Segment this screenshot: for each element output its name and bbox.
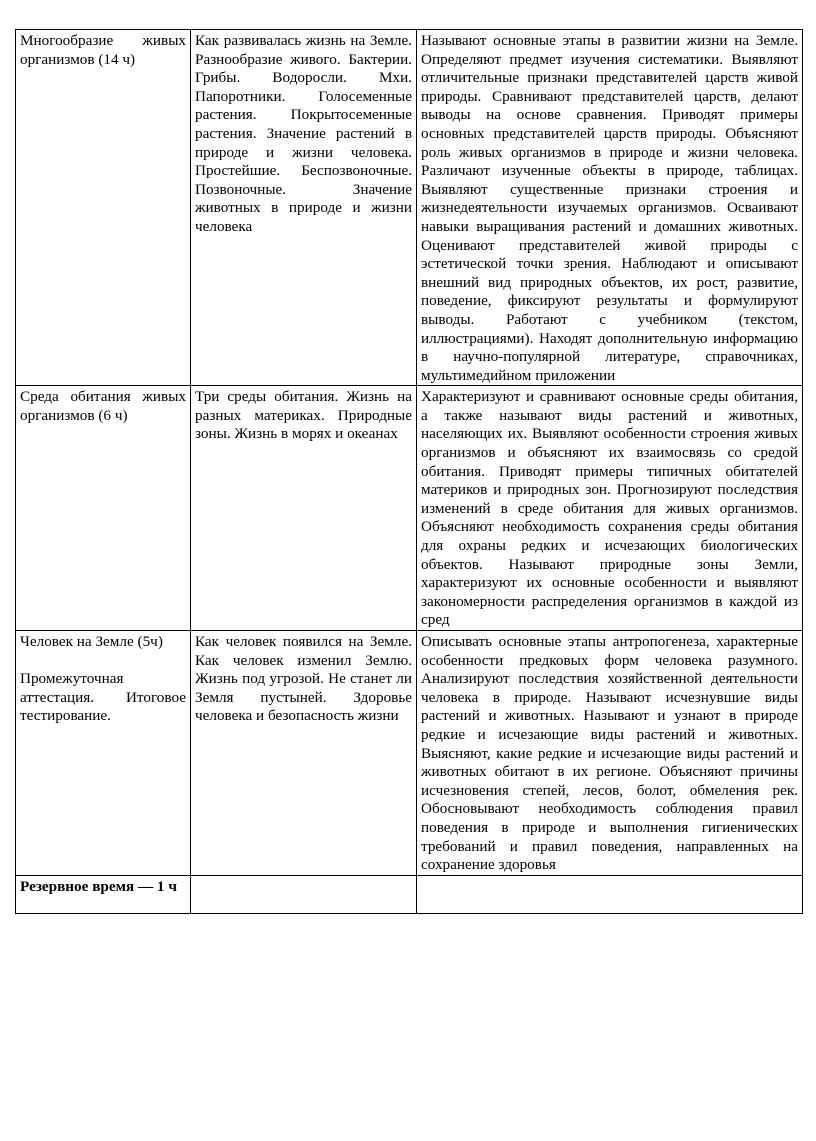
content-text: Три среды обитания. Жизнь на разных материках. Природные зоны. Жизнь в морях и океанах: [195, 388, 412, 443]
curriculum-table: [15, 29, 803, 914]
content-cell: [191, 631, 417, 876]
section-cell: [16, 875, 191, 913]
content-cell: [191, 875, 417, 913]
activities-text: Описывать основные этапы антропогенеза, характерные особенности предковых форм человека разумного. Анализируют последствия хозяйственной деятельности человека в природе. Называют исчезнувшие виды растений и животных. Называют и узнают в природе редкие и исчезающие виды растений и животных. Выясняют, какие редкие и исчезающие виды растений и животных обитают в их регионе. Объясняют причины исчезновения степей, лесов, болот, обмеления рек. Обосновывают необходимость соблюдения правил поведения в природе и выполнения гигиенических требований и правил поведения, направленных на сохранение здоровья: [421, 633, 798, 874]
section-note: Промежуточная аттестация. Итоговое тестирование.: [20, 670, 186, 725]
section-title: Многообразие живых организмов (14 ч): [20, 32, 186, 68]
section-cell: [16, 631, 191, 876]
activities-text: Называют основные этапы в развитии жизни на Земле. Определяют предмет изучения систематики. Выявляют отличительные признаки представителей царств живой природы. Сравнивают представителей царств, делают выводы на основе сравнения. Приводят примеры основных представителей царств природы. Объясняют роль живых организмов в природе и жизни человека. Различают изученные объекты в природе, таблицах. Выявляют существенные признаки строения и жизнедеятельности изучаемых организмов. Осваивают навыки выращивания растений и домашних животных. Оценивают представителей живой природы с эстетической точки зрения. Наблюдают и описывают внешний вид природных объектов, их рост, развитие, поведение, фиксируют результаты и формулируют выводы. Работают с учебником (текстом, иллюстрациями). Находят дополнительную информацию в научно-популярной литературе, справочниках, мультимедийном приложении: [421, 32, 798, 384]
table-row: [16, 386, 803, 631]
activities-cell: [417, 875, 803, 913]
activities-cell: [417, 386, 803, 631]
table-row: [16, 875, 803, 913]
content-cell: [191, 30, 417, 386]
content-cell: [191, 386, 417, 631]
table-row: [16, 30, 803, 386]
table-row: [16, 631, 803, 876]
section-title: Человек на Земле (5ч): [20, 633, 163, 650]
section-cell: [16, 386, 191, 631]
section-title: Резервное время — 1 ч: [20, 877, 177, 895]
section-title: Среда обитания живых организмов (6 ч): [20, 388, 186, 424]
activities-cell: [417, 631, 803, 876]
activities-text: Характеризуют и сравнивают основные среды обитания, а также называют виды растений и животных, населяющих их. Выявляют особенности строения живых организмов и объясняют их взаимосвязь со средой обитания. Приводят примеры типичных обитателей материков и природных зон. Прогнозируют последствия изменений в среде обитания для живых организмов. Объясняют необходимость сохранения среды обитания для охраны редких и исчезающих биологических объектов. Называют природные зоны Земли, характеризуют их основные особенности и выявляют закономерности распределения организмов в каждой из сред: [421, 388, 798, 629]
spacer: [20, 652, 186, 671]
section-cell: [16, 30, 191, 386]
content-text: Как человек появился на Земле. Как человек изменил Землю. Жизнь под угрозой. Не станет ли Земля пустыней. Здоровье человека и безопасность жизни: [195, 633, 412, 725]
activities-cell: [417, 30, 803, 386]
content-text: Как развивалась жизнь на Земле. Разнообразие живого. Бактерии. Грибы. Водоросли. Мхи. Папоротники. Голосеменные растения. Покрытосеменные растения. Значение растений в природе и жизни человека. Простейшие. Беспозвоночные. Позвоночные. Значение животных в природе и жизни человека: [195, 32, 412, 235]
